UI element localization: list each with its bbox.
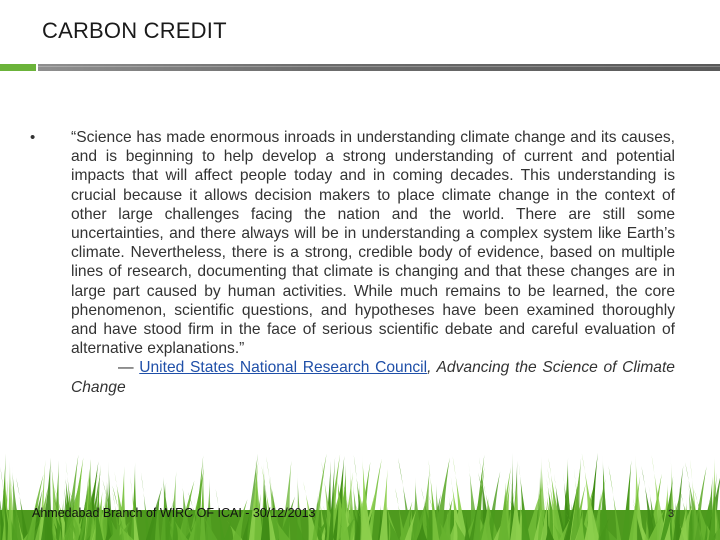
nrc-link[interactable]: United States National Research Council [139,359,428,377]
bullet-marker: • [30,129,36,146]
attribution-work-title: Advancing the Science of Climate Change [71,359,675,396]
quote-attribution [71,358,675,396]
title-underline-bar [0,63,720,72]
quote-text: “Science has made enormous inroads in understanding climate change and its causes, and is beginning to help develop a strong understanding of current and potential impacts that will affect people today and in coming decades. This understanding is crucial because it allows decision makers to place climate change in the context of other large challenges facing the nation and the world. There are still some uncertainties, and there always will be in understanding a complex system like Earth’s climate. Nevertheless, there is a strong, credible body of evidence, based on multiple lines of research, documenting that climate is changing and that these changes are in large part caused by human activities. While much remains to be learned, the core phenomenon, scientific questions, and hypotheses have been examined thoroughly and have stood firm in the face of serious scientific debate and careful evaluation of alternative explanations.” [71,129,675,358]
slide-body [30,128,675,397]
title-bar-gray-segment [38,64,720,71]
slide-title: CARBON CREDIT [42,18,227,43]
attribution-comma: , [427,359,432,377]
grass-footer-decoration [0,440,720,540]
attribution-dash: — [118,359,134,377]
slide-page-number: 3 [668,508,675,520]
title-bar-green-segment [0,64,36,71]
footer-branch-text: Ahmedabad Branch of WIRC OF ICAI - 30/12/2013 [32,506,316,520]
